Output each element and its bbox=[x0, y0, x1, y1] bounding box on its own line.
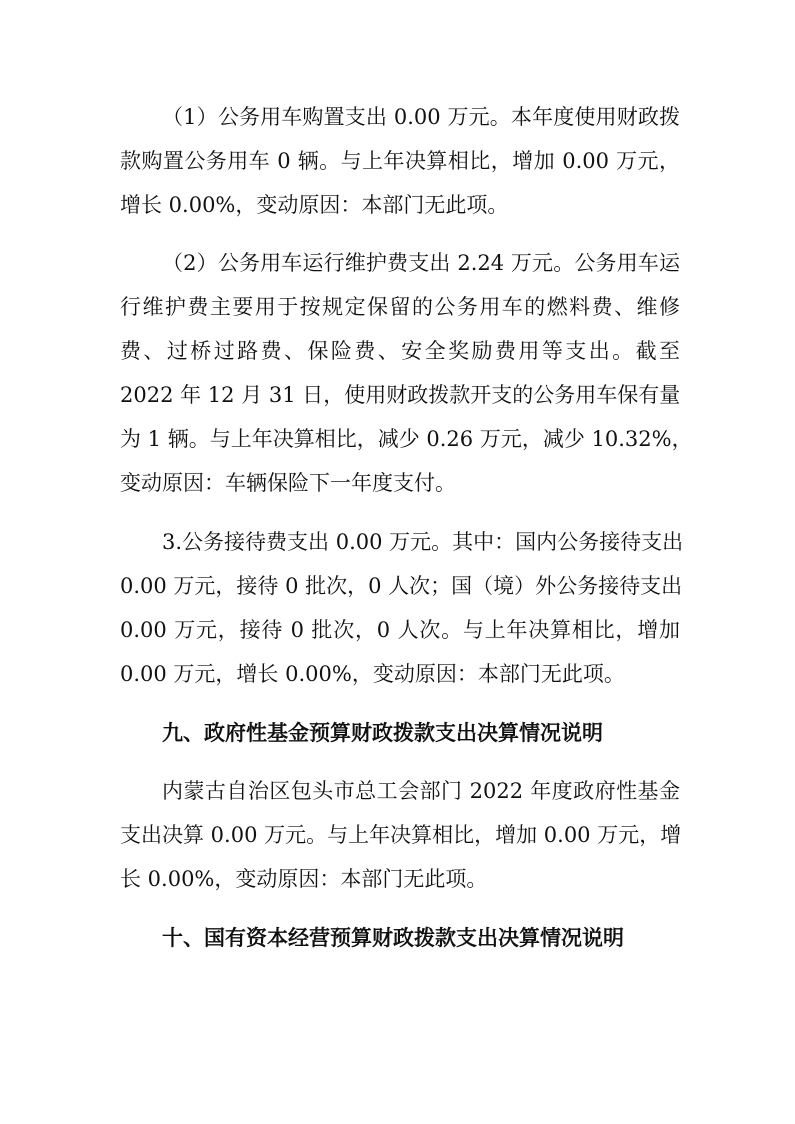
paragraph-line: 3.公务接待费支出 0.00 万元。其中：国内公务接待支出 bbox=[162, 530, 684, 554]
paragraph-line: 变动原因：车辆保险下一年度支付。 bbox=[120, 471, 456, 495]
paragraph-line: 支出决算 0.00 万元。与上年决算相比，增加 0.00 万元，增 bbox=[120, 823, 682, 847]
paragraph-line: 0.00 万元，接待 0 批次，0 人次。与上年决算相比，增加 bbox=[120, 618, 680, 642]
paragraph-line: （1）公务用车购置支出 0.00 万元。本年度使用财政拨 bbox=[162, 105, 680, 129]
paragraph-line: 费、过桥过路费、保险费、安全奖励费用等支出。截至 bbox=[120, 339, 680, 363]
paragraph-line: 2022 年 12 月 31 日，使用财政拨款开支的公务用车保有量 bbox=[120, 383, 681, 407]
paragraph-line: 内蒙古自治区包头市总工会部门 2022 年度政府性基金 bbox=[162, 779, 680, 803]
paragraph-line: 0.00 万元，接待 0 批次，0 人次；国（境）外公务接待支出 bbox=[120, 574, 683, 598]
paragraph-line: 长 0.00%，变动原因：本部门无此项。 bbox=[120, 867, 488, 891]
section-heading: 九、政府性基金预算财政拨款支出决算情况说明 bbox=[162, 721, 603, 745]
paragraph-line: 款购置公务用车 0 辆。与上年决算相比，增加 0.00 万元， bbox=[120, 149, 680, 173]
section-heading: 十、国有资本经营预算财政拨款支出决算情况说明 bbox=[162, 926, 624, 950]
paragraph-line: 行维护费主要用于按规定保留的公务用车的燃料费、维修 bbox=[120, 295, 680, 319]
paragraph-line: （2）公务用车运行维护费支出 2.24 万元。公务用车运 bbox=[162, 251, 680, 275]
paragraph-line: 为 1 辆。与上年决算相比，减少 0.26 万元，减少 10.32%， bbox=[120, 427, 693, 451]
paragraph-line: 0.00 万元，增长 0.00%，变动原因：本部门无此项。 bbox=[120, 662, 625, 686]
paragraph-line: 增长 0.00%，变动原因：本部门无此项。 bbox=[120, 193, 509, 217]
